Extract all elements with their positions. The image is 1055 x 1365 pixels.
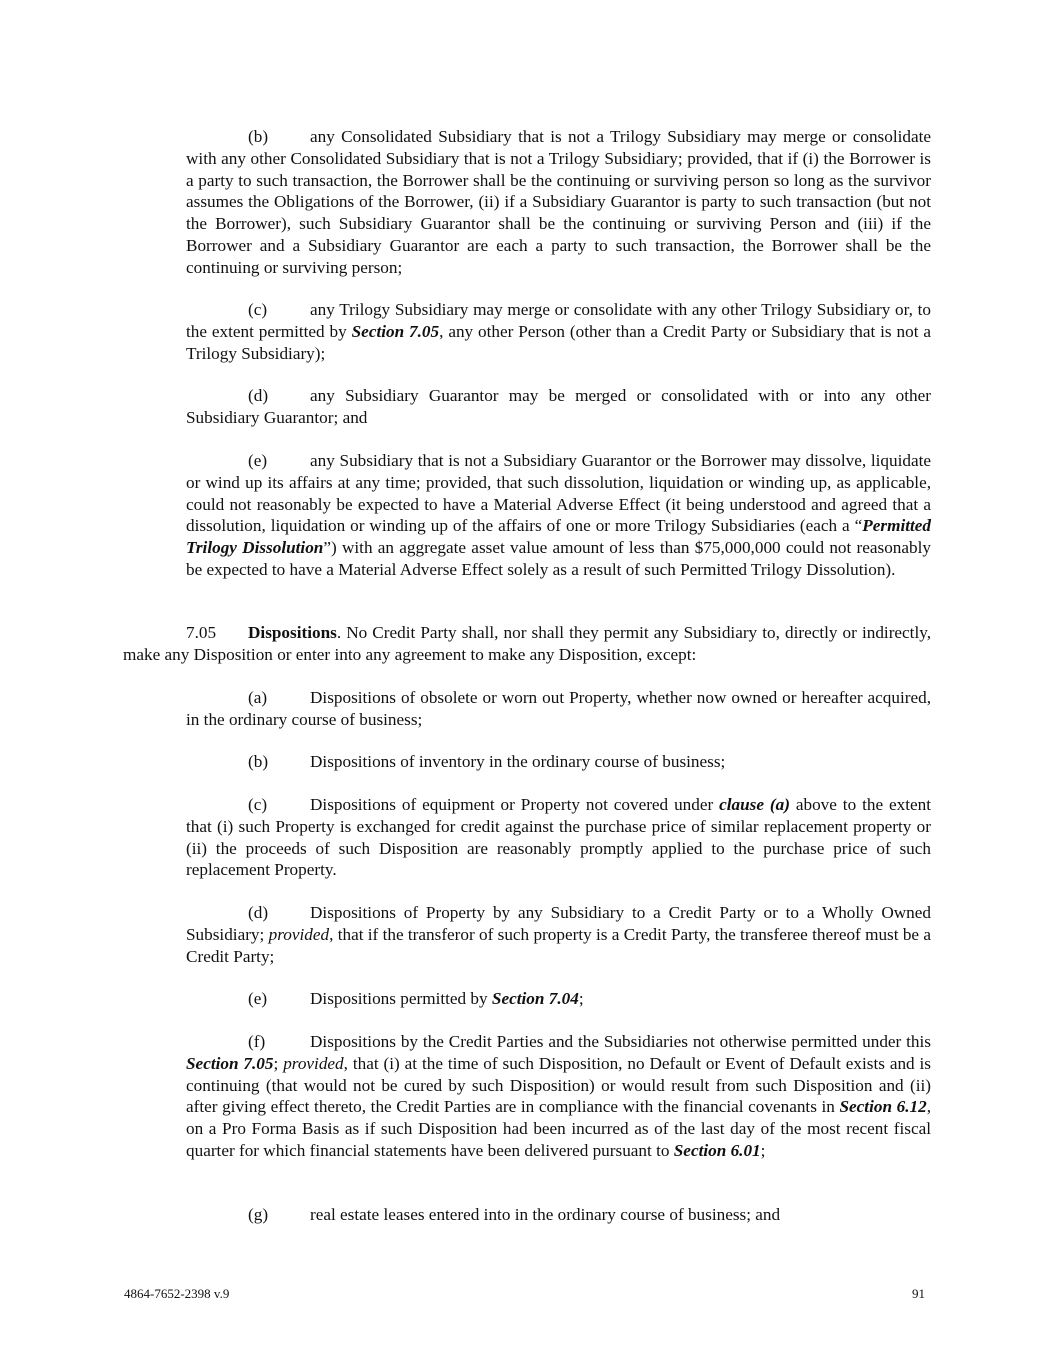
item-label: (c): [248, 795, 268, 814]
section-text: . No Credit Party shall, nor shall they permit any Subsidiary to, directly or indirectly, make any Disposition or enter into any agreement to make any Disposition, except:: [123, 623, 931, 664]
defined-term: Permitted Trilogy Dissolution: [186, 516, 931, 558]
paragraph-b: [186, 126, 931, 279]
section-reference: Section 7.05: [186, 1053, 274, 1073]
item-text: Dispositions permitted by: [310, 989, 492, 1008]
item-text: ;: [760, 1140, 766, 1160]
item-text: , on a Pro Forma Basis as if such Disposition had been incurred as of the last day of the most recent fiscal quarter for which financial statements have been delivered pursuant to: [186, 1097, 931, 1160]
footer-page-number: 91: [912, 1286, 925, 1301]
paragraph-c: [186, 299, 931, 364]
paragraph-label: (d): [248, 386, 269, 405]
item-f: [186, 1031, 931, 1162]
item-label: (b): [248, 752, 269, 771]
item-label: (e): [248, 989, 268, 1008]
item-text: ;: [273, 1053, 284, 1073]
italic-term: provided: [283, 1053, 344, 1073]
footer-doc-id: 4864-7652-2398 v.9: [124, 1286, 230, 1301]
paragraph-text: any Trilogy Subsidiary may merge or consolidate with any other Trilogy Subsidiary or, to the extent permitted by: [186, 300, 931, 341]
item-text: Dispositions of obsolete or worn out Property, whether now owned or hereafter acquired, in the ordinary course of business;: [186, 688, 931, 729]
item-g: [186, 1204, 931, 1226]
section-number: 7.05: [186, 623, 217, 642]
item-label: (a): [248, 688, 268, 707]
paragraph-e: [186, 450, 931, 581]
paragraph-text: any Consolidated Subsidiary that is not a Trilogy Subsidiary may merge or consolidate with any other Consolidated Subsidiary that is not a Trilogy Subsidiary; provided, that if (i) the Borrower is a party to such transaction, the Borrower shall be the continuing or surviving person so long as the survivor assumes the Obligations of the Borrower, (ii) if a Subsidiary Guarantor is party to such transaction (but not the Borrower), such Subsidiary Guarantor shall be the continuing or surviving Person and (iii) if the Borrower and a Subsidiary Guarantor are each a party to such transaction, the Borrower shall be the continuing or surviving person;: [186, 127, 931, 277]
italic-term: provided: [268, 924, 330, 944]
section-reference: Section 6.01: [673, 1140, 761, 1160]
section-reference: Section 7.05: [351, 321, 440, 341]
paragraph-text: any Subsidiary Guarantor may be merged or consolidated with or into any other Subsidiary Guarantor; and: [186, 386, 931, 427]
item-text: Dispositions of equipment or Property not covered under: [310, 795, 720, 814]
item-text: Dispositions by the Credit Parties and the Subsidiaries not otherwise permitted under this: [310, 1032, 931, 1051]
section-reference: Section 6.12: [839, 1097, 927, 1117]
item-text: Dispositions of inventory in the ordinary course of business;: [310, 752, 726, 771]
item-a: [186, 687, 931, 731]
item-text: Dispositions of Property by any Subsidiary to a Credit Party or to a Wholly Owned Subsidiary;: [186, 903, 931, 944]
section-title: Dispositions: [248, 623, 337, 642]
item-b: [186, 751, 931, 773]
section-7-05: [123, 622, 931, 666]
item-label: (d): [248, 903, 269, 922]
paragraph-text: ”) with an aggregate asset value amount of less than $75,000,000 could not reasonably be expected to have a Material Adverse Effect solely as a result of such Permitted Trilogy Dissolution).: [186, 538, 931, 579]
item-e: [186, 988, 931, 1010]
paragraph-label: (e): [248, 451, 268, 470]
paragraph-text: any Subsidiary that is not a Subsidiary Guarantor or the Borrower may dissolve, liquidate or wind up its affairs at any time; provided, that such dissolution, liquidation or winding up, as applicable, could not reasonably be expected to have a Material Adverse Effect (it being understood and agreed that a dissolution, liquidation or winding up of the affairs of one or more Trilogy Subsidiaries (each a “: [186, 451, 931, 536]
item-label: (g): [248, 1205, 269, 1224]
paragraph-text: , any other Person (other than a Credit Party or Subsidiary that is not a Trilogy Subsidiary);: [186, 321, 932, 363]
paragraph-label: (c): [248, 300, 268, 319]
item-text: , that if the transferor of such property is a Credit Party, the transferee thereof must be a Credit Party;: [186, 924, 931, 966]
item-text: , that (i) at the time of such Disposition, no Default or Event of Default exists and is continuing (that would not be cured by such Disposition) or would result from such Disposition and (ii) after giving effect thereto, the Credit Parties are in compliance with the financial covenants in: [186, 1053, 931, 1117]
item-d: [186, 902, 931, 967]
item-text: ;: [578, 989, 584, 1008]
item-label: (f): [248, 1032, 266, 1051]
paragraph-d: [186, 385, 931, 429]
item-text: above to the extent that (i) such Property is exchanged for credit against the purchase price of similar replacement property or (ii) the proceeds of such Disposition are reasonably promptly applied to the purchase price of such replacement Property.: [186, 795, 931, 880]
item-c: [186, 794, 931, 881]
section-reference: Section 7.04: [491, 989, 579, 1008]
clause-reference: clause (a): [719, 795, 790, 814]
item-text: real estate leases entered into in the ordinary course of business; and: [310, 1205, 781, 1224]
paragraph-label: (b): [248, 127, 269, 146]
